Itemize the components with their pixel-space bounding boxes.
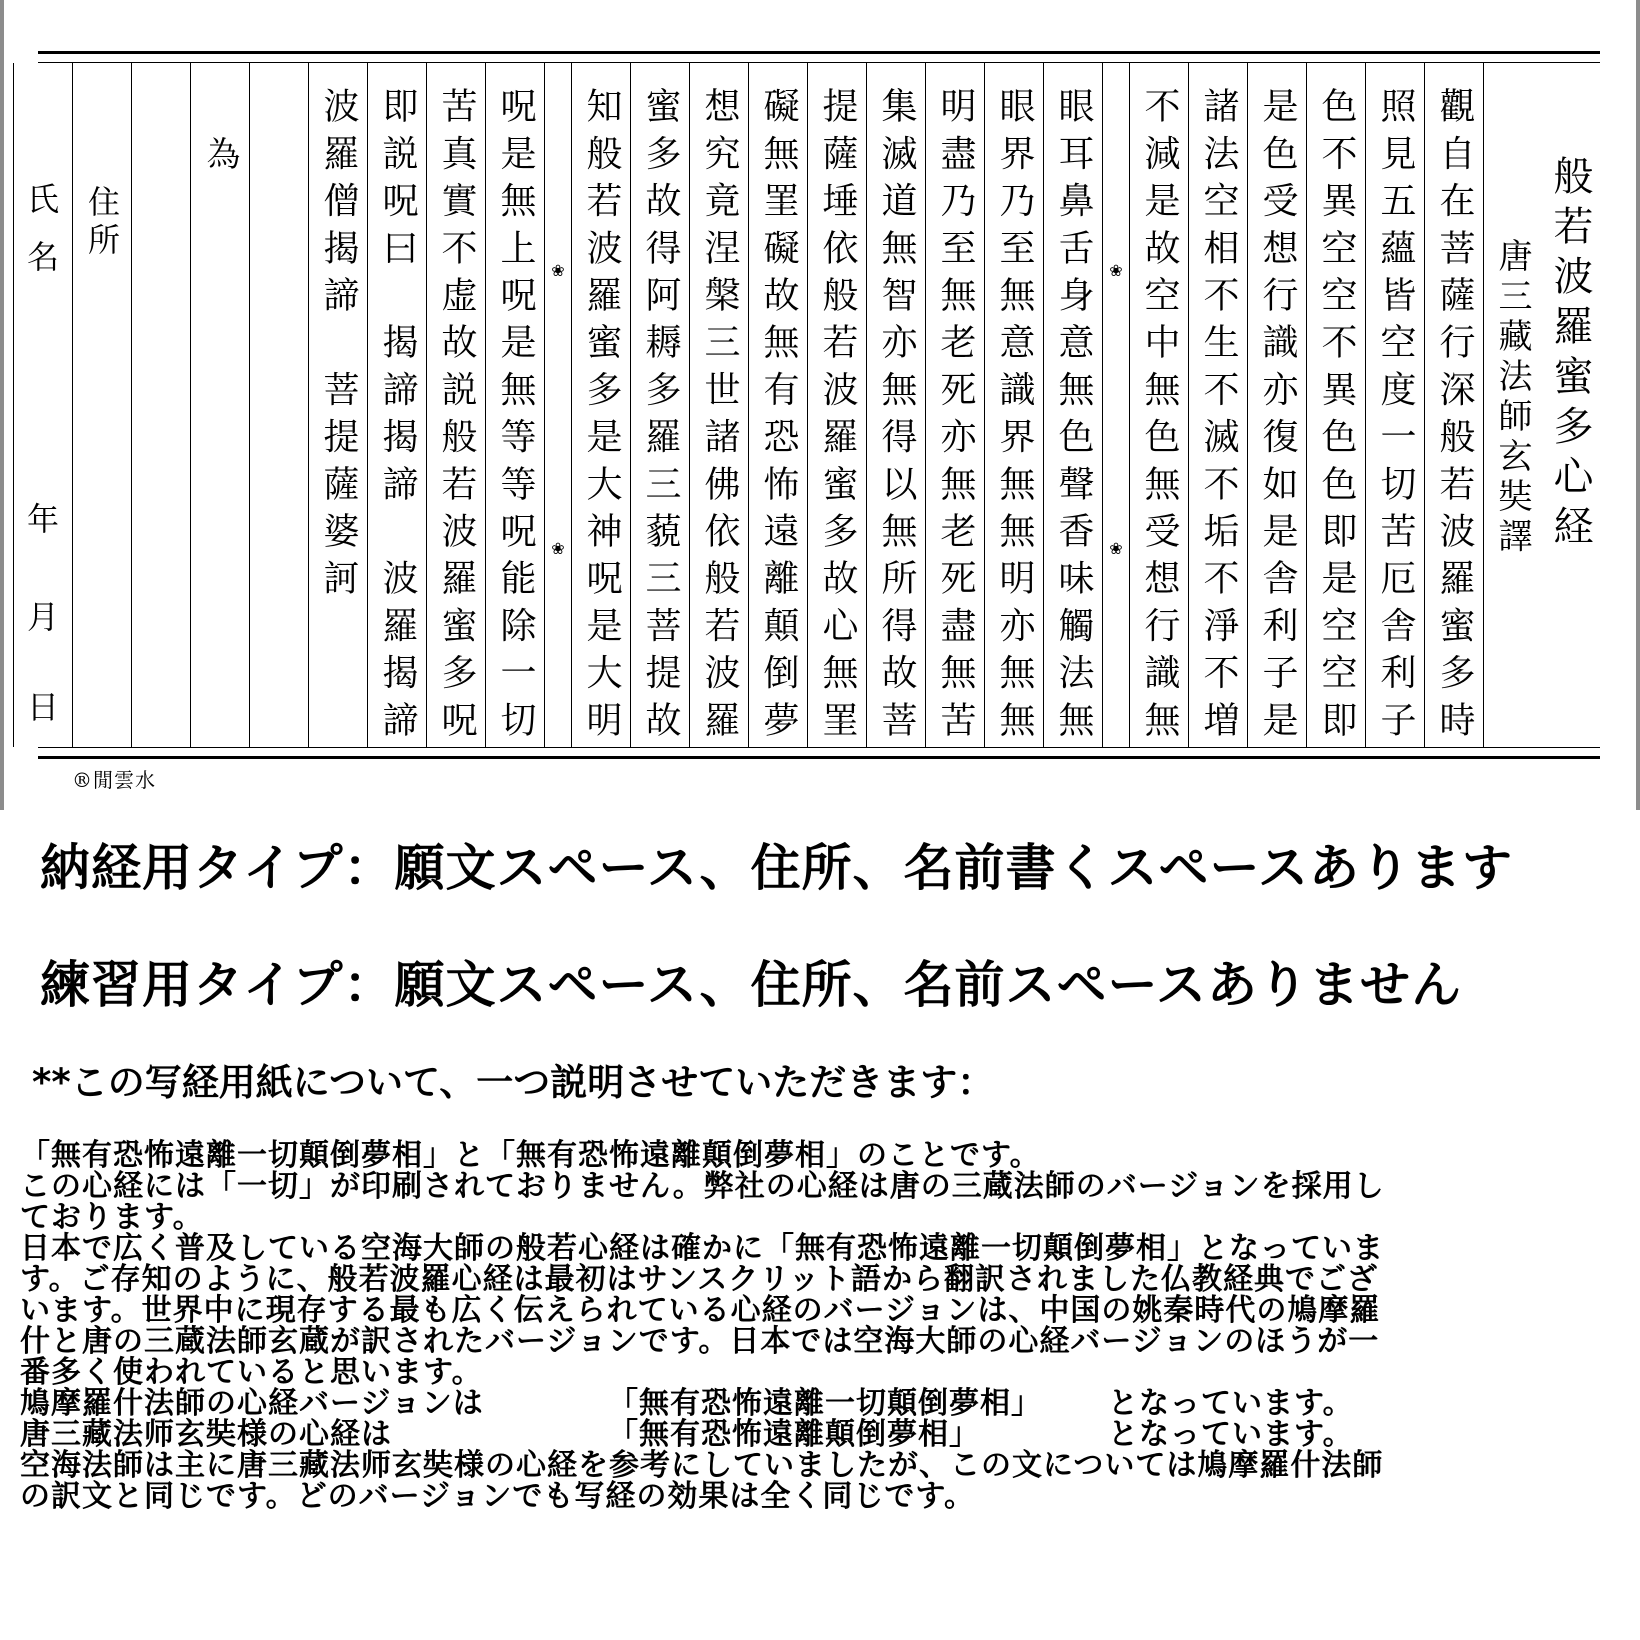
- sutra-column-10: [866, 63, 925, 747]
- sutra-line: 照見五蘊皆空度一切苦厄舎利子: [1375, 87, 1416, 748]
- sutra-column-7: [1043, 63, 1102, 747]
- explanation-paragraph: [20, 1140, 1630, 1512]
- sutra-line: 諸法空相不生不滅不垢不淨不増: [1198, 87, 1239, 748]
- explanation-line: 什と唐の三蔵法師玄蔵が訳されたバージョンです。日本では空海大師の心経バージョンのほうが一: [20, 1324, 1380, 1359]
- wish-space-column: [249, 63, 308, 747]
- explanation-line: 「無有恐怖遠離一切顛倒夢相」と「無有恐怖遠離顛倒夢相」のことです。: [20, 1138, 1041, 1173]
- bottom-rule-thick: [38, 756, 1600, 759]
- sutra-line: 想究竟涅槃三世諸佛依般若波羅: [699, 87, 740, 748]
- sutra-line: 是色受想行識亦復如是舎利子是: [1257, 87, 1298, 748]
- dedication-column: [190, 63, 249, 747]
- explanation-line: 番多く使われていると思います。: [20, 1355, 483, 1390]
- sutra-line: 眼界乃至無意識界無無明亦無無: [994, 87, 1035, 748]
- explanation-line: す。ご存知のように、般若波羅心経は最初はサンスクリット語から翻訳されました仏教経典でござ: [20, 1262, 1378, 1297]
- sutra-line: 知般若波羅蜜多是大神呪是大明: [581, 87, 622, 748]
- explanation-line: います。世界中に現存する最も広く伝えられている心経のバージョンは、中国の姚秦時代の鳩摩羅: [20, 1293, 1381, 1328]
- address-label: 住所: [83, 185, 121, 261]
- sutra-title: 般若波羅蜜多心経: [1547, 155, 1593, 555]
- explanation-heading: **この写経用紙について、一つ説明させていただきます：: [32, 1061, 995, 1104]
- version-line-kumarajiva: [20, 1388, 1630, 1419]
- translator-credit: 唐三藏法師玄奘譯: [1492, 238, 1532, 558]
- sutra-column-11: [807, 63, 866, 747]
- dedication-label: 為: [200, 136, 240, 182]
- brand-mark: ®閒雲水: [72, 768, 156, 792]
- explanation-line: 空海法師は主に唐三藏法师玄奘様の心経を参考にしていましたが、この文については鳩摩羅什法師: [20, 1448, 1384, 1483]
- sutra-line: 色不異空空不異色色即是空空即: [1316, 87, 1357, 748]
- offering-type-caption: 納経用タイプ：願文スペース、住所、名前書くスペースあります: [40, 839, 1513, 897]
- sutra-column-19: [308, 63, 367, 747]
- sutra-column-2: [1365, 63, 1424, 747]
- sutra-line: 明盡乃至無老死亦無老死盡無苦: [935, 87, 976, 748]
- explanation-line: 日本で広く普及している空海大師の般若心経は確かに「無有恐怖遠離一切顛倒夢相」となっていま: [20, 1231, 1384, 1266]
- version-suffix: となっています。: [1108, 1417, 1354, 1452]
- name-label-1: 氏: [26, 180, 60, 218]
- month-label: 月: [26, 598, 60, 636]
- sutra-column-4: [1247, 63, 1306, 747]
- sutra-column-3: [1306, 63, 1365, 747]
- sutra-column-12: [748, 63, 807, 747]
- explanation-line: ております。: [20, 1200, 204, 1235]
- lotus-divider-column-left: [544, 63, 571, 747]
- sutra-column-13: [689, 63, 748, 747]
- sutra-column-6: [1129, 63, 1188, 747]
- sutra-line: 呪是無上呪是無等等呪能除一切: [495, 87, 536, 748]
- explanation-line: この心経には「一切」が印刷されておりません。弊社の心経は唐の三蔵法師のバージョンを採用し: [20, 1169, 1385, 1204]
- sutra-copy-sheet: [0, 0, 1640, 810]
- sutra-column-14: [630, 63, 689, 747]
- translator-column: [1483, 63, 1540, 747]
- top-rule-thick: [38, 51, 1600, 54]
- version-source: 唐三藏法师玄奘様の心経は: [20, 1417, 392, 1452]
- sutra-column-15: [571, 63, 630, 747]
- address-column: [72, 63, 131, 747]
- sutra-column-5: [1188, 63, 1247, 747]
- sutra-column-17: [426, 63, 485, 747]
- lotus-divider-column-right: [1102, 63, 1129, 747]
- sutra-line: 即説呪曰 揭諦揭諦 波羅揭諦: [377, 87, 418, 748]
- lotus-icon: ❀: [551, 539, 565, 558]
- sutra-line: 提薩埵依般若波羅蜜多故心無罣: [817, 87, 858, 748]
- sutra-line: 眼耳鼻舌身意無色聲香味觸法無: [1053, 87, 1094, 748]
- sutra-line: 集滅道無智亦無得以無所得故菩: [876, 87, 917, 748]
- lotus-icon: ❀: [551, 261, 565, 280]
- sutra-line: 礙無罣礙故無有恐怖遠離顛倒夢: [758, 87, 799, 748]
- version-line-xuanzang: [20, 1419, 1630, 1450]
- name-date-column: [13, 63, 72, 747]
- sutra-column-16: [485, 63, 544, 747]
- version-source: 鳩摩羅什法師の心経バージョンは: [20, 1386, 484, 1421]
- sutra-columns: [26, 63, 1600, 748]
- explanation-line: の訳文と同じです。どのバージョンでも写経の効果は全く同じです。: [20, 1479, 975, 1514]
- sutra-line: 苦真實不虚故説般若波羅蜜多呪: [436, 87, 477, 748]
- sutra-line: 蜜多故得阿耨多羅三藐三菩提故: [640, 87, 681, 748]
- sheet-edge-left: [0, 0, 4, 810]
- sutra-line: 觀自在菩薩行深般若波羅蜜多時: [1434, 87, 1475, 748]
- sheet-edge-right: [1636, 0, 1640, 810]
- sutra-column-18: [367, 63, 426, 747]
- version-text: 「無有恐怖遠離顛倒夢相」: [608, 1417, 980, 1452]
- sutra-column-8: [984, 63, 1043, 747]
- year-label: 年: [26, 500, 60, 538]
- sutra-line: 不減是故空中無色無受想行識無: [1139, 87, 1180, 748]
- sutra-column-9: [925, 63, 984, 747]
- blank-column: [131, 63, 190, 747]
- sutra-line: 波羅僧揭諦 菩提薩婆訶: [318, 87, 359, 607]
- lotus-icon: ❀: [1109, 539, 1123, 558]
- version-suffix: となっています。: [1108, 1386, 1354, 1421]
- practice-type-caption: 練習用タイプ：願文スペース、住所、名前スペースありません: [40, 956, 1462, 1014]
- lotus-icon: ❀: [1109, 261, 1123, 280]
- sutra-column-1: [1424, 63, 1483, 747]
- version-text: 「無有恐怖遠離一切顛倒夢相」: [608, 1386, 1042, 1421]
- sutra-title-column: [1540, 63, 1600, 747]
- name-label-2: 名: [26, 238, 60, 276]
- day-label: 日: [26, 688, 60, 726]
